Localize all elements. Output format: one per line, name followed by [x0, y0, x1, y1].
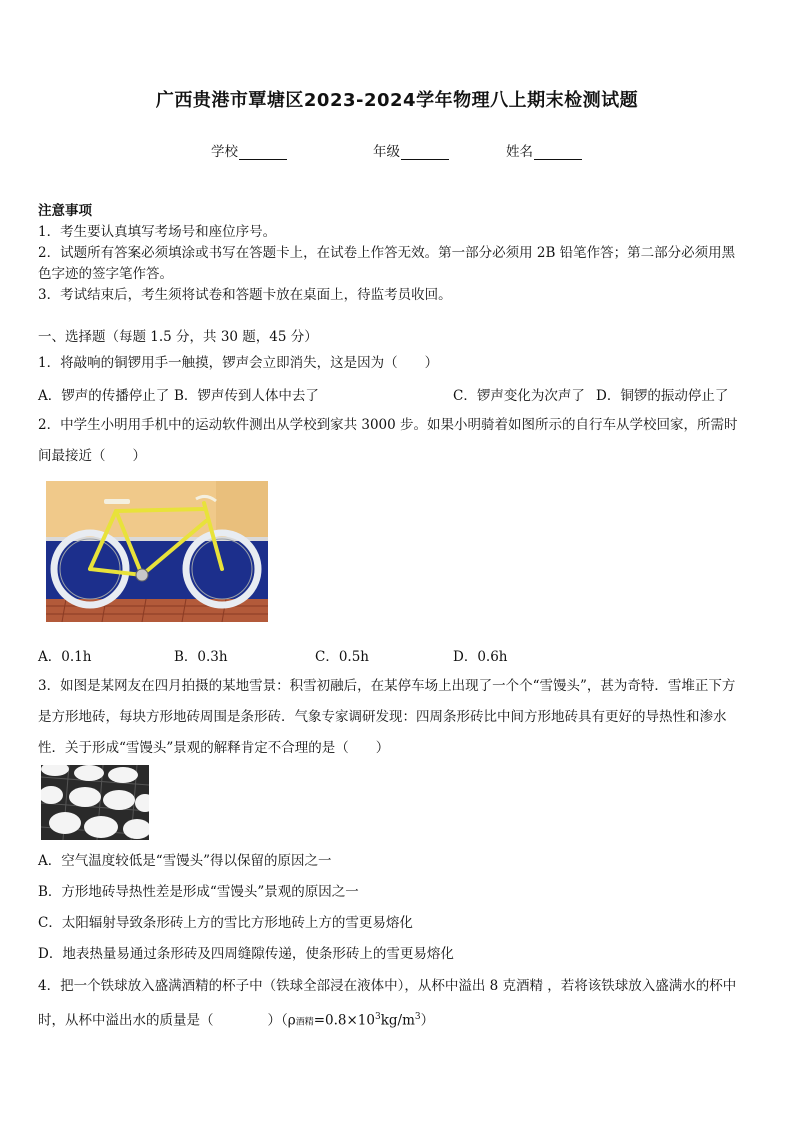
stem-text: =0.8×10: [313, 1012, 375, 1029]
stem-text: ）: [420, 1012, 435, 1029]
note-item: 1．考生要认真填写考场号和座位序号。: [38, 224, 277, 240]
question-stem: 性．关于形成“雪馒头”景观的解释肯定不合理的是（ ）: [38, 740, 390, 756]
option-b[interactable]: B．锣声传到人体中去了: [174, 388, 319, 404]
notes-heading: 注意事项: [38, 203, 92, 219]
question-stem: 是方形地砖，每块方形地砖周围是条形砖．气象专家调研发现：四周条形砖比中间方形地砖具有更好的导热性和渗水: [38, 709, 727, 725]
option-c[interactable]: C．太阳辐射导致条形砖上方的雪比方形地砖上方的雪更易熔化: [38, 915, 413, 931]
bicycle-picture: [46, 481, 268, 622]
question-stem: 4．把一个铁球放入盛满酒精的杯子中（铁球全部浸在液体中），从杯中溢出 8 克酒精 ，若将该铁球放入盛满水的杯中: [38, 978, 737, 994]
bicycle-image: [46, 481, 268, 622]
option-d[interactable]: D．0.6h: [453, 649, 508, 665]
question-stem: 2．中学生小明用手机中的运动软件测出从学校到家共 3000 步。如果小明骑着如图所示的自行车从学校回家，所需时: [38, 417, 738, 433]
alcohol-subscript: 酒精: [295, 1017, 314, 1028]
school-field: [211, 140, 287, 160]
question-stem: 3．如图是某网友在四月拍摄的某地雪景：积雪初融后，在某停车场上出现了一个个“雪馒头”，甚为奇特．雪堆正下方: [38, 678, 736, 694]
snow-mounds-picture: [41, 765, 149, 840]
note-item: 色字迹的签字笔作答。: [38, 266, 173, 282]
note-item: 2．试题所有答案必须填涂或书写在答题卡上，在试卷上作答无效。第一部分必须用 2B 铅笔作答；第二部分必须用黑: [38, 245, 736, 261]
note-item: 3．考试结束后，考生须将试卷和答题卡放在桌面上，待监考员收回。: [38, 287, 452, 303]
page-title: 广西贵港市覃塘区2023-2024学年物理八上期末检测试题: [155, 90, 639, 111]
exponent: 3: [414, 1012, 421, 1022]
option-d[interactable]: D．铜锣的振动停止了: [596, 388, 729, 404]
option-d[interactable]: D．地表热量易通过条形砖及四周缝隙传递，使条形砖上的雪更易熔化: [38, 946, 454, 962]
option-c[interactable]: C．0.5h: [315, 649, 369, 665]
name-field: [506, 140, 582, 160]
grade-label: 年级: [373, 144, 400, 160]
name-blank[interactable]: [534, 145, 582, 160]
option-b[interactable]: B．方形地砖导热性差是形成“雪馒头”景观的原因之一: [38, 884, 359, 900]
question-stem: 1．将敲响的铜锣用手一触摸，锣声会立即消失，这是因为（ ）: [38, 355, 439, 371]
stem-text: kg/m: [380, 1012, 415, 1029]
option-a[interactable]: A．锣声的传播停止了: [38, 388, 170, 404]
section-heading: 一、选择题（每题 1.5 分，共 30 题，45 分）: [38, 329, 318, 345]
option-a[interactable]: A．0.1h: [38, 649, 92, 665]
stem-text: 时，从杯中溢出水的质量是（ ）（ρ: [38, 1012, 296, 1029]
school-blank[interactable]: [239, 145, 287, 160]
school-label: 学校: [211, 144, 238, 160]
option-a[interactable]: A．空气温度较低是“雪馒头”得以保留的原因之一: [38, 853, 332, 869]
exponent: 3: [374, 1012, 381, 1022]
snow-mounds-image: [41, 765, 149, 840]
option-b[interactable]: B．0.3h: [174, 649, 228, 665]
question-stem: 间最接近（ ）: [38, 448, 146, 464]
question-stem: [38, 1007, 762, 1033]
option-c[interactable]: C．锣声变化为次声了: [453, 388, 585, 404]
grade-blank[interactable]: [401, 145, 449, 160]
name-label: 姓名: [506, 144, 533, 160]
grade-field: [373, 140, 449, 160]
